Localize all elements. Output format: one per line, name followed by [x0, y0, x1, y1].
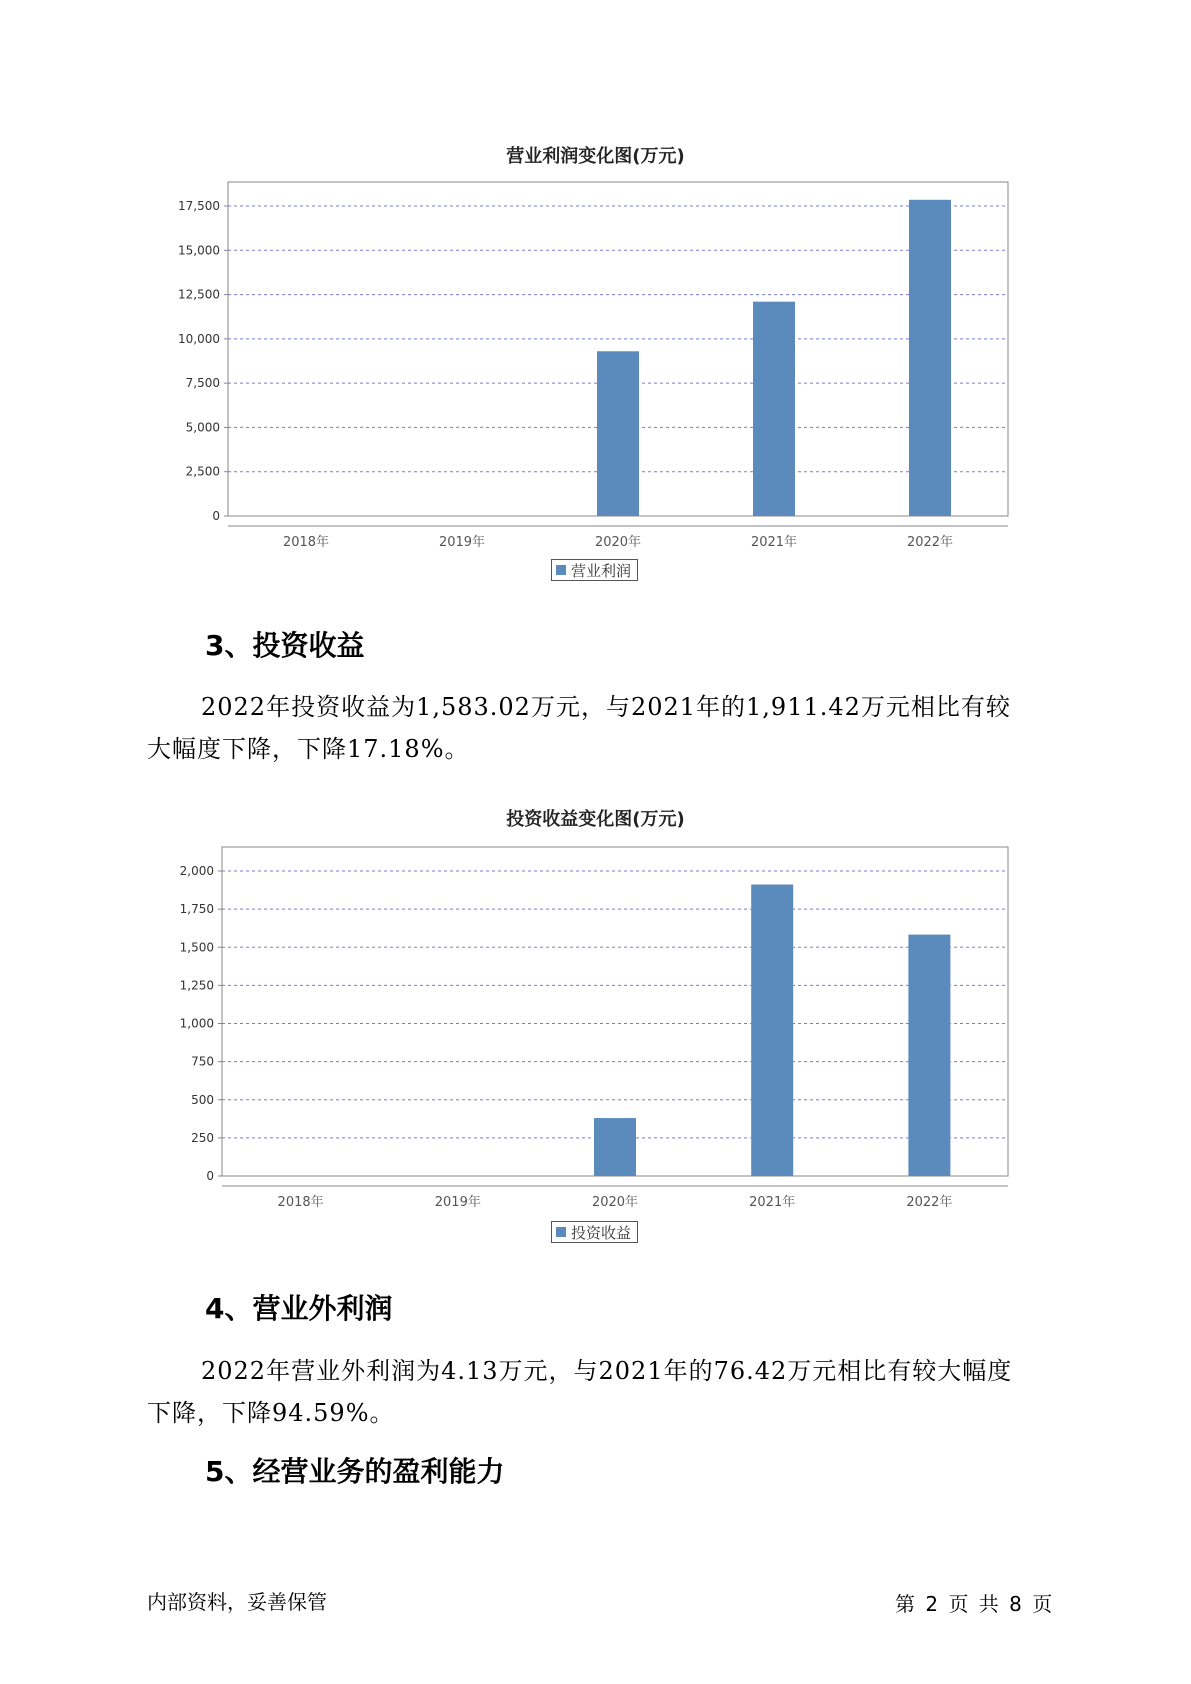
y-tick-label: 500 — [191, 1092, 214, 1107]
bar-2021年 — [751, 885, 793, 1176]
x-tick-label: 2019年 — [434, 1195, 481, 1210]
y-tick-label: 10,000 — [178, 331, 220, 346]
y-tick-label: 2,000 — [179, 864, 214, 878]
paragraph-line: 下降，下降94.59%。 — [147, 1399, 395, 1427]
y-tick-label: 1,750 — [179, 902, 214, 917]
x-tick-label: 2020年 — [594, 535, 642, 550]
y-tick-label: 1,500 — [179, 940, 214, 955]
legend-label: 营业利润 — [571, 561, 632, 580]
footer-confidential-note: 内部资料，妥善保管 — [147, 1590, 327, 1614]
paragraph-line: 2022年营业外利润为4.13万元，与2021年的76.42万元相比有较大幅度 — [201, 1357, 1013, 1385]
chart-title-operating-profit: 营业利润变化图(万元) — [506, 146, 685, 167]
y-tick-label: 0 — [206, 1169, 214, 1183]
y-tick-label: 15,000 — [178, 243, 220, 258]
y-tick-label: 2,500 — [185, 464, 220, 479]
section-4-heading: 4、营业外利润 — [205, 1292, 393, 1325]
x-tick-label: 2018年 — [282, 535, 330, 550]
x-tick-label: 2021年 — [750, 535, 798, 550]
x-tick-label: 2020年 — [591, 1195, 639, 1210]
paragraph-line: 大幅度下降，下降17.18%。 — [147, 735, 470, 763]
y-tick-label: 0 — [212, 509, 220, 523]
y-tick-label: 12,500 — [178, 287, 220, 302]
x-tick-label: 2019年 — [438, 535, 486, 550]
x-tick-label: 2022年 — [906, 1195, 953, 1210]
x-tick-label: 2018年 — [277, 1195, 324, 1210]
legend-label: 投资收益 — [571, 1223, 632, 1242]
section-3-heading: 3、投资收益 — [205, 629, 365, 662]
y-tick-label: 7,500 — [185, 376, 220, 391]
bar-2022年 — [908, 935, 950, 1176]
x-tick-label: 2022年 — [906, 535, 954, 550]
chart-title-investment-income: 投资收益变化图(万元) — [506, 809, 685, 830]
x-tick-label: 2021年 — [749, 1195, 796, 1210]
y-tick-label: 1,000 — [179, 1016, 214, 1031]
y-tick-label: 17,500 — [178, 199, 220, 213]
section-4-paragraph — [147, 1350, 1062, 1434]
chart-legend-investment-income — [551, 1221, 638, 1243]
bar-2020年 — [594, 1118, 636, 1176]
legend-swatch — [556, 1227, 566, 1237]
y-tick-label: 750 — [191, 1054, 214, 1069]
section-5-heading: 5、经营业务的盈利能力 — [205, 1455, 505, 1488]
y-tick-label: 1,250 — [179, 978, 214, 993]
footer-page-number: 第 2 页 共 8 页 — [895, 1592, 1053, 1616]
paragraph-line: 2022年投资收益为1,583.02万元，与2021年的1,911.42万元相比有较 — [201, 693, 1011, 721]
y-tick-label: 250 — [191, 1130, 214, 1145]
x-tick-labels — [278, 1194, 953, 1210]
y-tick-label: 5,000 — [185, 420, 220, 435]
